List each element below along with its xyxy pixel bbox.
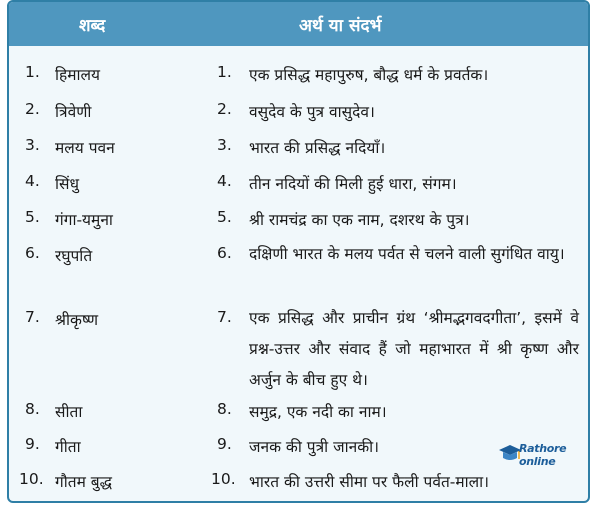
row-word: हिमालय — [55, 66, 101, 84]
row-number: 2. — [25, 100, 40, 118]
row-word: सिंधु — [55, 175, 80, 193]
row-number: 1. — [25, 63, 40, 81]
table-header — [9, 2, 588, 46]
watermark-logo — [497, 434, 585, 474]
meaning-number: 6. — [217, 244, 232, 262]
row-word: त्रिवेणी — [55, 103, 92, 121]
row-meaning: एक प्रसिद्ध और प्राचीन ग्रंथ ‘श्रीमद्भगवदगीता’, इसमें वे प्रश्न-उत्तर और संवाद हैं जो महाभारत में श्री कृष्ण और अर्जुन के बीच हुए थे। — [249, 309, 579, 389]
row-number: 10. — [19, 470, 44, 488]
row-number: 6. — [25, 244, 40, 262]
row-meaning: तीन नदियों की मिली हुई धारा, संगम। — [249, 175, 457, 193]
row-meaning: एक प्रसिद्ध महापुरुष, बौद्ध धर्म के प्रवर्तक। — [249, 66, 489, 84]
word-meaning-table — [7, 0, 590, 503]
row-word: गौतम बुद्ध — [55, 473, 113, 491]
row-meaning: वसुदेव के पुत्र वासुदेव। — [249, 103, 375, 121]
meaning-number: 2. — [217, 100, 232, 118]
meaning-number: 9. — [217, 435, 232, 453]
row-meaning: भारत की प्रसिद्ध नदियाँ। — [249, 139, 386, 157]
meaning-number: 7. — [217, 308, 232, 326]
row-word: श्रीकृष्ण — [55, 311, 99, 329]
row-word: सीता — [55, 403, 83, 421]
watermark-brand: Rathore online — [519, 442, 567, 468]
meaning-number: 10. — [211, 470, 236, 488]
row-meaning: श्री रामचंद्र का एक नाम, दशरथ के पुत्र। — [249, 211, 470, 229]
meaning-number: 1. — [217, 63, 232, 81]
row-meaning: समुद्र, एक नदी का नाम। — [249, 403, 387, 421]
meaning-number: 5. — [217, 208, 232, 226]
row-number: 9. — [25, 435, 40, 453]
row-meaning: दक्षिणी भारत के मलय पर्वत से चलने वाली सुगंधित वायु। — [249, 245, 565, 263]
row-word: गीता — [55, 438, 81, 456]
row-meaning: भारत की उत्तरी सीमा पर फैली पर्वत-माला। — [249, 473, 490, 491]
meaning-number: 4. — [217, 172, 232, 190]
row-word: रघुपति — [55, 247, 93, 265]
meaning-number: 3. — [217, 136, 232, 154]
row-meaning: जनक की पुत्री जानकी। — [249, 438, 379, 456]
meaning-number: 8. — [217, 400, 232, 418]
row-word: गंगा-यमुना — [55, 211, 113, 229]
row-number: 4. — [25, 172, 40, 190]
row-number: 5. — [25, 208, 40, 226]
row-number: 8. — [25, 400, 40, 418]
header-meaning: अर्थ या संदर्भ — [299, 16, 382, 36]
row-number: 7. — [25, 308, 40, 326]
header-word: शब्द — [79, 16, 106, 36]
row-word: मलय पवन — [55, 139, 115, 157]
row-number: 3. — [25, 136, 40, 154]
